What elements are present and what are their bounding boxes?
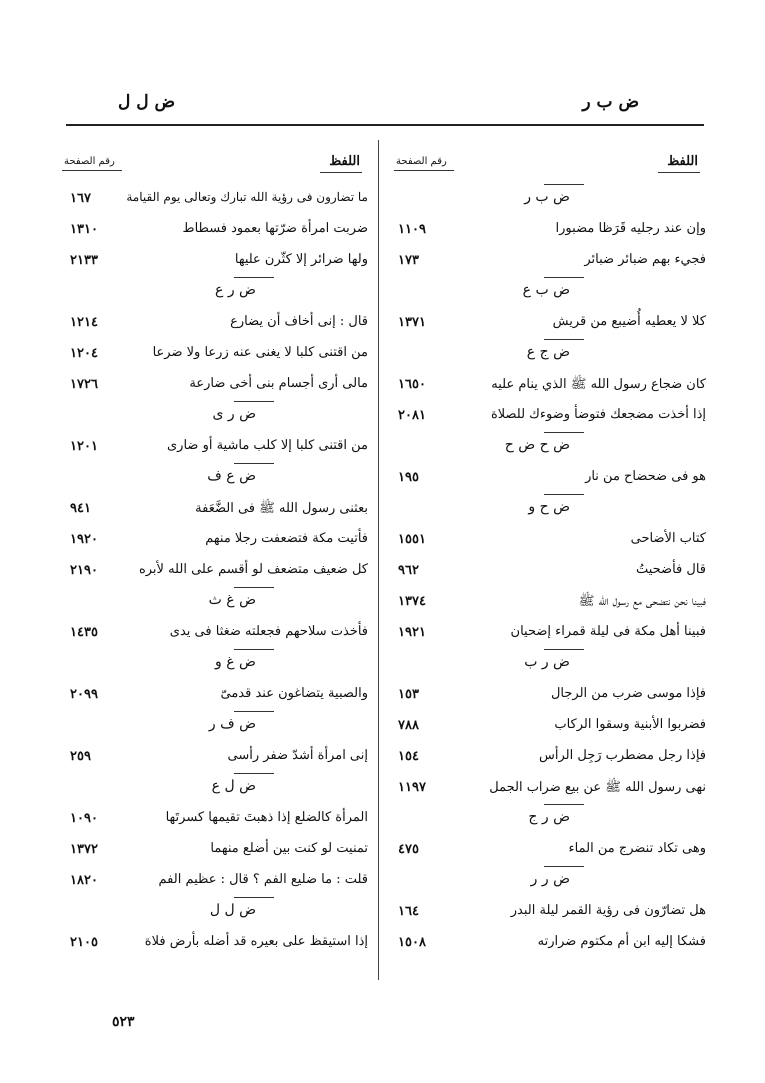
index-entry xyxy=(62,618,374,649)
index-entry xyxy=(62,339,374,370)
entry-page-number: ٢١٠٥ xyxy=(70,935,98,950)
root-heading xyxy=(62,401,374,432)
root-heading-rule xyxy=(544,432,584,433)
entry-text: فأتيت مكة فتضعفت رجلا منهم xyxy=(205,531,368,546)
entry-page-number: ٢٠٨١ xyxy=(398,408,426,423)
entry-text: هل تضارّون فى رؤية القمر ليلة البدر xyxy=(510,903,706,918)
entry-text: وإن عند رجليه قَرَظا مضبورا xyxy=(555,221,706,236)
entry-text: ضربت امرأة ضرّتها بعمود فسطاط xyxy=(182,221,368,236)
index-entry xyxy=(62,742,374,773)
left-column-heading xyxy=(62,140,374,184)
index-entry xyxy=(62,308,374,339)
root-heading-rule xyxy=(234,897,274,898)
index-entry xyxy=(62,246,374,277)
root-heading-rule xyxy=(234,649,274,650)
word-label-underline xyxy=(658,172,700,173)
root-heading-rule xyxy=(234,401,274,402)
root-heading xyxy=(392,494,712,525)
root-heading-text: ض ج ع xyxy=(526,344,570,360)
entry-page-number: ١٥٣ xyxy=(398,687,419,702)
entry-text: كتاب الأضاحى xyxy=(630,531,706,546)
page-number: ٥٢٣ xyxy=(112,1014,135,1030)
header-root-right: ض ب ر xyxy=(582,92,639,112)
entry-page-number: ٢٠٩٩ xyxy=(70,687,98,702)
entry-text: كلا لا يعطيه أُضيبع من قريش xyxy=(552,314,706,329)
page-label-underline xyxy=(394,170,454,171)
entry-text: نهى رسول الله ﷺ عن بيع ضراب الجمل xyxy=(489,780,706,795)
root-heading xyxy=(62,277,374,308)
index-entry xyxy=(392,401,712,432)
entry-text: فبينا أهل مكة فى ليلة قمراء إضحيان xyxy=(510,624,706,639)
entry-page-number: ١٣٧١ xyxy=(398,315,426,330)
index-entry xyxy=(62,556,374,587)
entry-page-number: ١١٩٧ xyxy=(398,780,426,795)
index-entry xyxy=(392,308,712,339)
entry-text: فشكا إليه ابن أم مكتوم ضرارته xyxy=(537,934,706,949)
page-label-underline xyxy=(62,170,122,171)
word-label: اللفظ xyxy=(329,154,360,169)
root-heading-rule xyxy=(544,277,584,278)
column-divider xyxy=(378,140,379,980)
index-entry xyxy=(392,587,712,618)
root-heading xyxy=(392,339,712,370)
root-heading-text: ض ر ر xyxy=(530,871,570,887)
index-entry xyxy=(62,525,374,556)
index-entry xyxy=(62,432,374,463)
index-entry xyxy=(62,184,374,215)
index-entry xyxy=(62,866,374,897)
index-entry xyxy=(392,463,712,494)
entry-page-number: ١٣٧٢ xyxy=(70,842,98,857)
root-heading xyxy=(62,587,374,618)
root-heading-rule xyxy=(544,184,584,185)
root-heading-text: ض ع ف xyxy=(207,468,256,484)
index-entry xyxy=(62,928,374,959)
root-heading-text: ض ب ع xyxy=(522,282,570,298)
entry-text: فضربوا الأبنية وسقوا الركاب xyxy=(554,717,706,732)
index-entry xyxy=(62,494,374,525)
entry-page-number: ١١٠٩ xyxy=(398,222,426,237)
entry-page-number: ١٦٥٠ xyxy=(398,377,426,392)
index-entry xyxy=(392,525,712,556)
root-heading-rule xyxy=(544,494,584,495)
entry-text: من اقتنى كلبا إلا كلب ماشية أو ضارى xyxy=(166,438,368,453)
index-entry xyxy=(392,897,712,928)
root-heading-text: ض ب ر xyxy=(524,189,570,205)
root-heading-text: ض غ ث xyxy=(208,592,256,608)
entry-text: كان ضجاع رسول الله ﷺ الذي ينام عليه xyxy=(491,377,706,392)
entry-text: فبينا نحن نتضحى مع رسول الله ﷺ xyxy=(578,594,706,609)
entry-page-number: ٤٧٥ xyxy=(398,842,419,857)
root-heading xyxy=(392,649,712,680)
right-column xyxy=(392,140,712,959)
index-entry xyxy=(392,215,712,246)
entry-text: ما تضارون فى رؤية الله تبارك وتعالى يوم القيامة xyxy=(126,190,368,204)
entry-text: والصبية يتضاغون عند قدمىّ xyxy=(220,686,368,701)
root-heading-rule xyxy=(544,866,584,867)
entry-page-number: ٩٤١ xyxy=(70,501,91,516)
entry-page-number: ٧٨٨ xyxy=(398,718,419,733)
root-heading-text: ض ر ى xyxy=(212,406,256,422)
root-heading-rule xyxy=(544,339,584,340)
index-entry xyxy=(62,370,374,401)
root-heading-text: ض ر ج xyxy=(528,809,570,825)
entry-page-number: ١٥٤ xyxy=(398,749,419,764)
page-label: رقم الصفحة xyxy=(64,156,115,167)
entry-text: مالى أرى أجسام بنى أخى ضارعة xyxy=(189,376,368,391)
root-heading-rule xyxy=(234,463,274,464)
index-entry xyxy=(62,215,374,246)
root-heading-text: ض ف ر xyxy=(208,716,256,732)
index-entry xyxy=(392,680,712,711)
index-entry xyxy=(392,742,712,773)
word-label: اللفظ xyxy=(667,154,698,169)
index-entry xyxy=(392,773,712,804)
page-label: رقم الصفحة xyxy=(396,156,447,167)
root-heading-text: ض ح ض ح xyxy=(504,437,570,453)
root-heading-text: ض ل ل xyxy=(209,902,256,918)
entry-text: بعثنى رسول الله ﷺ فى الضَّعَفة xyxy=(195,501,368,516)
entry-text: فجيء بهم ضبائر ضبائر xyxy=(584,252,706,267)
right-column-heading xyxy=(392,140,712,184)
root-heading xyxy=(392,277,712,308)
index-entry xyxy=(392,835,712,866)
root-heading xyxy=(62,649,374,680)
entry-text: فإذا موسى ضرب من الرجال xyxy=(550,686,706,701)
root-heading xyxy=(392,432,712,463)
entry-page-number: ١٥٠٨ xyxy=(398,935,426,950)
entry-text: كل ضعيف متضعف لو أقسم على الله لأبره xyxy=(138,562,368,577)
root-heading-rule xyxy=(234,587,274,588)
entry-text: إنى امرأة أشدّ ضفر رأسى xyxy=(227,748,368,763)
entry-text: قال فأضحيتُ xyxy=(635,562,706,577)
entry-text: فإذا رجل مضطرب رَجِل الرأس xyxy=(539,748,706,763)
entry-page-number: ١٩٢١ xyxy=(398,625,426,640)
entry-text: هو فى ضحضاح من نار xyxy=(585,469,706,484)
entry-page-number: ٢٥٩ xyxy=(70,749,91,764)
index-entry xyxy=(62,680,374,711)
entry-text: ولها ضرائر إلا كثّرن عليها xyxy=(234,252,368,267)
root-heading-text: ض ر ب xyxy=(524,654,570,670)
entry-page-number: ١٣٧٤ xyxy=(398,594,426,609)
root-heading-text: ض ر ع xyxy=(215,282,256,298)
entry-page-number: ١٤٣٥ xyxy=(70,625,98,640)
index-entry xyxy=(392,711,712,742)
entry-page-number: ١٣١٠ xyxy=(70,222,98,237)
entry-page-number: ١٠٩٠ xyxy=(70,811,98,826)
root-heading xyxy=(392,804,712,835)
index-entry xyxy=(392,618,712,649)
entry-page-number: ١٦٧ xyxy=(70,191,91,206)
entry-text: وهى تكاد تنضرج من الماء xyxy=(568,841,706,856)
root-heading-rule xyxy=(234,277,274,278)
entry-text: إذا أخذت مضجعك فتوضأ وضوءك للصلاة xyxy=(490,407,706,422)
root-heading-text: ض غ و xyxy=(215,654,256,670)
entry-page-number: ٩٦٢ xyxy=(398,563,419,578)
entry-text: قلت : ما ضليع الفم ؟ قال : عظيم الفم xyxy=(158,872,368,887)
entry-page-number: ١٨٢٠ xyxy=(70,873,98,888)
root-heading-text: ض ل ع xyxy=(211,778,256,794)
header-root-left: ض ل ل xyxy=(118,92,176,112)
entry-page-number: ١٢١٤ xyxy=(70,315,98,330)
root-heading-text: ض ح و xyxy=(528,499,570,515)
entry-page-number: ٢١٣٣ xyxy=(70,253,98,268)
entry-page-number: ١٢٠٤ xyxy=(70,346,98,361)
index-entry xyxy=(62,835,374,866)
entry-text: قال : إنى أخاف أن يضارع xyxy=(230,314,368,329)
index-entry xyxy=(392,246,712,277)
root-heading-rule xyxy=(544,804,584,805)
root-heading xyxy=(62,463,374,494)
index-entry xyxy=(62,804,374,835)
entry-text: إذا استيقظ على بعيره قد أضله بأرض فلاة xyxy=(144,934,368,949)
entry-page-number: ٢١٩٠ xyxy=(70,563,98,578)
entry-page-number: ١٧٢٦ xyxy=(70,377,98,392)
root-heading xyxy=(392,184,712,215)
header-rule xyxy=(66,124,704,126)
entry-text: فأخذت سلاحهم فجعلته ضغثا فى يدى xyxy=(169,624,368,639)
root-heading xyxy=(62,711,374,742)
left-column xyxy=(62,140,374,959)
entry-text: تمنيت لو كنت بين أضلع منهما xyxy=(210,841,368,856)
entry-text: من اقتنى كلبا لا يغنى عنه زرعا ولا ضرعا xyxy=(152,345,368,360)
root-heading xyxy=(62,897,374,928)
entry-page-number: ١٩٢٠ xyxy=(70,532,98,547)
word-label-underline xyxy=(320,172,362,173)
entry-text: المرأة كالضلع إذا ذهبتَ تقيمها كسرتَها xyxy=(165,810,368,825)
entry-page-number: ١٧٣ xyxy=(398,253,419,268)
entry-page-number: ١٥٥١ xyxy=(398,532,426,547)
root-heading xyxy=(392,866,712,897)
index-entry xyxy=(392,370,712,401)
entry-page-number: ١٦٤ xyxy=(398,904,419,919)
entry-page-number: ١٩٥ xyxy=(398,470,419,485)
root-heading-rule xyxy=(544,649,584,650)
root-heading-rule xyxy=(234,711,274,712)
entry-page-number: ١٢٠١ xyxy=(70,439,98,454)
index-entry xyxy=(392,928,712,959)
root-heading-rule xyxy=(234,773,274,774)
index-entry xyxy=(392,556,712,587)
root-heading xyxy=(62,773,374,804)
